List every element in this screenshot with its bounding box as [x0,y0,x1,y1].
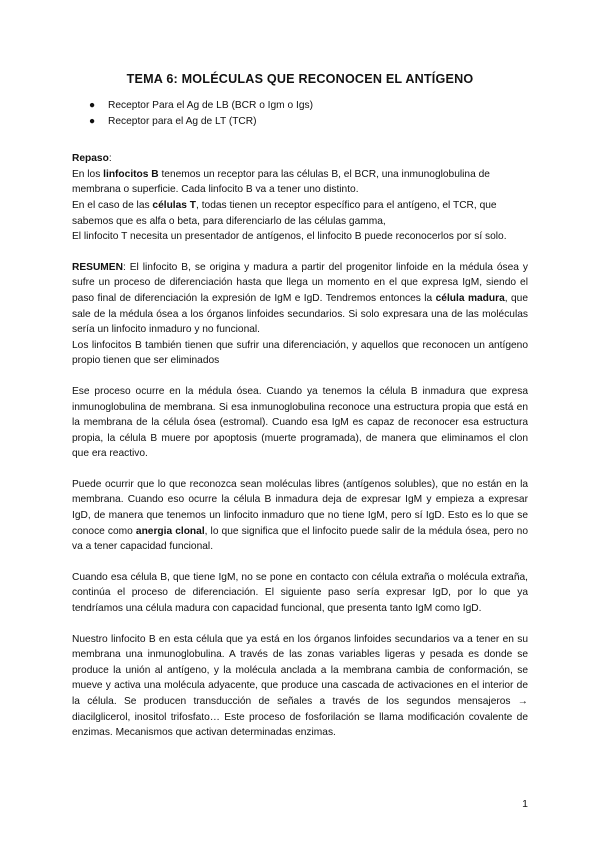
bullet-icon: ● [89,100,96,111]
paragraph: Los linfocitos B también tienen que sufrir una diferenciación, y aquellos que reconocen un antígeno propio tienen que ser eliminados [72,339,528,367]
paragraph-anergia: Puede ocurrir que lo que reconozca sean moléculas libres (antígenos solubles), que no están en la membrana. Cuando eso ocurre la célula B inmadura deja de expresar IgM y empieza a expresar IgD, de manera que tenemos un linfocito inmaduro que no tiene IgM, pero sí IgD. Esto es lo que se conoce como anergia clonal, lo que significa que el linfocito puede salir de la médula ósea, pero no va a tener capacidad funcional. [72,478,528,553]
paragraph: En los linfocitos B tenemos un receptor para las células B, el BCR, una inmunoglobulina de membrana o superficie. Cada linfocito B va a tener uno distinto. [72,168,490,196]
paragraph-medula: Ese proceso ocurre en la médula ósea. Cuando ya tenemos la célula B inmadura que expresa inmunoglobulina de membrana. Si esa inmunoglobulina reconoce una estructura propia que está en la membrana de la célula ósea (estromal). Cuando esa IgM es capaz de reconocer esa estructura propia, la célula B muere por apoptosis (muerte programada), de manera que eliminamos el clon que era reactivo. [72,385,528,460]
repaso-heading: Repaso [72,153,109,165]
bullet-icon: ● [89,115,96,127]
paragraph: El linfocito T necesita un presentador de antígenos, el linfocito B puede reconocerlos por sí solo. [72,231,507,243]
bullet-text: Receptor Para el Ag de LB (BCR o Igm o Igs) [108,100,313,111]
resumen-section [72,260,528,369]
list-item [72,114,528,130]
paragraph-igm: Cuando esa célula B, que tiene IgM, no se pone en contacto con célula extraña o molécula extraña, continúa el proceso de diferenciación. El siguiente paso sería expresar IgD, por lo que ya tendríamos una célula madura con capacidad funcional, que presenta tanto IgM como IgD. [72,571,528,615]
paragraph-nuestro: Nuestro linfocito B en esta célula que ya está en los órganos linfoides secundarios va a tener en su membrana una inmunoglobulina. A través de las zonas variables ligeras y pesada es donde se produce la unión al antígeno, y la molécula anclada a la membrana cambia de conformación, se mueve y activa una molécula adyacente, que produce una cascada de activaciones en el interior de la célula. Se producen transducción de señales a través de los segundos mensajeros → diacilglicerol, inositol trifosfato… Este proceso de fosforilación se llama modificación covalente de enzimas. Mecanismos que activan determinadas enzimas. [72,633,528,739]
page-title: TEMA 6: MOLÉCULAS QUE RECONOCEN EL ANTÍGENO [126,72,474,86]
bullet-text: Receptor para el Ag de LT (TCR) [108,115,257,127]
repaso-section [72,151,528,245]
document-body [72,98,528,741]
repaso-colon: : [108,153,112,165]
paragraph: En el caso de las células T, todas tienen un receptor específico para el antígeno, el TCR, que sabemos que es alfa o beta, para diferenciarlo de las células gamma, [72,199,497,227]
resumen-heading: RESUMEN [72,261,123,273]
bullet-list [72,98,528,129]
page-number: 1 [522,798,528,810]
list-item [72,98,528,114]
paragraph: RESUMEN: El linfocito B, se origina y madura a partir del progenitor linfoide en la médula ósea y sufre un proceso de diferenciación hasta que llega un momento en el que expresa IgM, siendo el paso final de diferenciación la expresión de IgM e IgD. Tendremos entonces la célula madura, que sale de la médula ósea a los órganos linfoides secundarios. Si solo expresara una de las moléculas sería un linfocito inmaduro y no funcional. [72,261,528,336]
